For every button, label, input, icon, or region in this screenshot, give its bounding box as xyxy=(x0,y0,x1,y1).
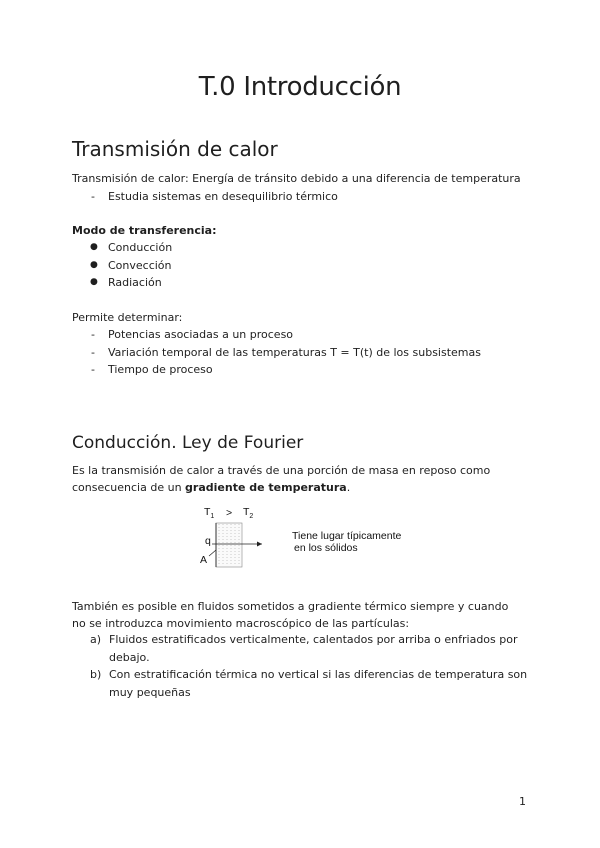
arrow-head-icon xyxy=(257,542,262,547)
list-item-text: Con estratificación térmica no vertical si las diferencias de temperatura son muy pequeñas xyxy=(109,668,528,699)
section-heading-conduccion: Conducción. Ley de Fourier xyxy=(72,433,304,453)
slab-rect xyxy=(216,523,242,567)
dash-marker: - xyxy=(91,363,95,376)
letter-marker: b) xyxy=(90,668,102,681)
page-number: 1 xyxy=(519,795,526,808)
list-item xyxy=(90,326,481,344)
allows-list xyxy=(90,326,481,379)
page-title: T.0 Introducción xyxy=(198,72,402,102)
definition-paragraph: Transmisión de calor: Energía de tránsito debido a una diferencia de temperatura xyxy=(72,172,521,185)
t1-subscript: 1 xyxy=(210,513,215,521)
t2-symbol: T xyxy=(243,506,250,518)
list-item-text: Estudia sistemas en desequilibrio térmico xyxy=(108,190,338,203)
list-item xyxy=(90,361,481,379)
fluids-paragraph: También es posible en fluidos sometidos a gradiente térmico siempre y cuando no se introduzca movimiento macroscópico de las partículas: xyxy=(72,600,509,630)
section-heading-transmision: Transmisión de calor xyxy=(72,137,278,161)
list-item xyxy=(90,666,530,701)
intro-bold-term: gradiente de temperatura xyxy=(185,481,347,494)
greater-than-label: > xyxy=(226,507,233,519)
list-item-text: Variación temporal de las temperaturas T = T(t) de los subsistemas xyxy=(108,345,481,359)
list-item-text: Fluidos estratificados verticalmente, calentados por arriba o enfriados por debajo. xyxy=(109,633,518,664)
t2-subscript: 2 xyxy=(249,513,254,521)
dash-marker: - xyxy=(91,345,95,359)
intro-end: . xyxy=(346,481,351,494)
list-item xyxy=(90,257,172,275)
bullet-marker: ● xyxy=(90,277,98,287)
list-item xyxy=(90,239,172,257)
letter-marker: a) xyxy=(90,633,102,646)
list-item xyxy=(90,631,530,666)
figure-caption-line2: en los sólidos xyxy=(294,542,358,554)
t2-label xyxy=(243,506,253,520)
figure-caption-line1: Tiene lugar típicamente xyxy=(292,530,402,542)
fluids-list xyxy=(90,631,530,701)
t1-symbol: T xyxy=(204,506,211,518)
q-label: q xyxy=(205,535,211,547)
dash-marker: - xyxy=(91,328,95,341)
conduction-figure xyxy=(196,505,426,571)
dash-marker: - xyxy=(91,190,95,203)
area-pointer xyxy=(209,550,216,556)
t1-label xyxy=(204,506,214,520)
area-label: A xyxy=(200,554,208,566)
intro-text: Es la transmisión de calor a través de una porción de masa en reposo como consecuencia de un xyxy=(72,464,491,494)
list-item-text: Convección xyxy=(108,258,172,272)
list-item-text: Radiación xyxy=(108,276,162,289)
list-item-text: Conducción xyxy=(108,241,173,254)
list-item xyxy=(90,188,338,206)
bullet-marker: ● xyxy=(90,259,98,270)
list-item xyxy=(90,344,481,362)
list-item-text: Tiempo de proceso xyxy=(108,363,213,376)
list-item-text: Potencias asociadas a un proceso xyxy=(108,328,294,341)
list-item xyxy=(90,274,172,292)
allows-label: Permite determinar: xyxy=(72,311,183,324)
modes-label: Modo de transferencia: xyxy=(72,224,217,237)
conduction-intro xyxy=(72,462,532,496)
definition-list xyxy=(90,188,338,206)
bullet-marker: ● xyxy=(90,242,98,252)
modes-list xyxy=(90,239,172,292)
